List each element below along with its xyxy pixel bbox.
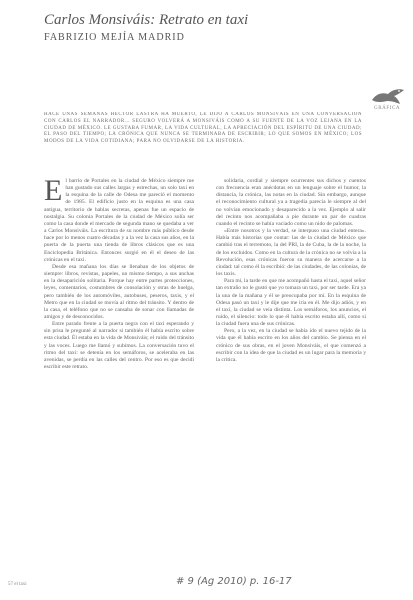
paragraph: «Entre nosotros y la verdad, se interpuso una ciudad entera». Había más historias que contar: las de la ciudad de México que cambió tras el terremoto, la del PRI, la de Cuba, la de la noche, la de los excluidos. Como en la cultura de la crónica no se volvía a la Revolución, esas crónicas fueron su manera de acercarse a la ciudad: tal como él la escribió: de las ciudades, de las colonias, de los taxis. [216, 228, 366, 278]
paragraph [44, 178, 194, 264]
paragraph: Entre parado frente a la puerta negra con el taxi esperando y sin prisa le pregunté al narrador si también él había escrito sobre esta ciudad. Él estaba en la vida de Monsiváis; el ruido del tránsito y las voces. Luego me llamó y subimos. La conversación tuvo el ritmo del taxi: se detenía en los semáforos, se aceleraba en las avenidas, se perdía en las calles del centro. Por eso es que decidí escribir este retrato. [44, 321, 194, 371]
paragraph: Pero, a la vez, en la ciudad se había ido el nuevo tejido de la vida que él había escrito en los años del cambio. Se piensa en el crónico de sus obras, en el joven Monsiváis, el que comenzó a escribir con la idea de que la ciudad es un lugar para la memoria y la crítica. [216, 328, 366, 363]
bird-logo-icon [370, 84, 406, 108]
article-author: FABRIZIO MEJÍA MADRID [44, 32, 185, 43]
paragraph: Para mí, la tarde en que me acompañó hasta el taxi, aquel señor tan extraño no le gustó que yo tomara un taxi, por ser tarde. Era ya la una de la mañana y él se preocupaba por mí. En la esquina de Odesa pasó un taxi y le dije que me iría en él. Me dijo adiós, y en el taxi, la ciudad se veía distinta. Los semáforos, los anuncios, el ruido, el silencio: todo lo que él había escrito estaba allí, como si la ciudad fuera una de sus crónicas. [216, 278, 366, 328]
text-column-left [44, 178, 194, 568]
paragraph-text: l barrio de Portales en la ciudad de México siempre me han gustado sus calles largas y estrechas, un solo taxi en la esquina de la calle de Odesa me pareció el momento de 1985. El edificio justo en la esquina es una casa antigua, territorio de hablas secretas, apenas fue un espacio de nostalgia. Su colonia Portales de la ciudad de México solía ser como la casa donde el mercado de segunda mano se quedaba a ver a Carlos Monsiváis. La escritura de su nombre más público desde hace por lo menos cuatro décadas y a la vez la casa sus años, en la puerta de la puerta una tienda de libros clásicos que es una Enciclopedia Británica. Entonces surgió en él el deseo de las crónicas en el taxi. [44, 178, 194, 263]
text-column-right [216, 178, 366, 568]
drop-cap: E [44, 178, 63, 207]
paragraph: Desde esa mañana los días se llenaban de los objetos de siempre: libros, revistas, papeles, un mismo tiempo, a sus anchas en la desaparición solitaria. Porque hay entre partes protecciones, leyes, comentarios, costumbres de consolación y otras de huelga, pero también de los automóviles, autobuses, peseros, taxis, y el Metro que en la ciudad se movía al ritmo del tránsito. Y dentro de la casa, el teléfono que no se cansaba de sonar con llamadas de amigos y de desconocidos. [44, 263, 194, 320]
handwritten-citation: # 9 (Ag 2010) p. 16-17 [176, 576, 292, 587]
paragraph: solidaria, cordial y siempre ocurrentes sus dichos y cuentos con frecuencia eran anécdotas en un lenguaje sobre el humor, la distancia, la crónica, las notas en la ciudad. Sin embargo, aunque el reconocimiento cultural ya a tragedia parecía le siempre al del no volvían emocionado y desaparecido a la vez. Ejemplo al salir del recinto nos acompañaba a pie durante un par de cuadras cuando el recinto se había vaciado como un nido de palomas. [216, 178, 366, 227]
article-title: Carlos Monsiváis: Retrato en taxi [44, 12, 249, 28]
footer-page-label: 57 el taxi [8, 582, 27, 587]
logo-caption: GRÁFICA [374, 106, 401, 111]
article-abstract: HACE UNAS SEMANAS HÉCTOR LASTRA HA MUERTO, LE DIJO A CARLOS MONSIVÁIS EN UNA CONVERSACIÓN CON CARLOS EL NARRADOR... SEGURO VOLVERÁ A MONSIVÁIS COMO A SU FUENTE DE LA VOZ LEJANA EN LA CIUDAD DE MÉXICO. LE GUSTABA FUMAR, LA VIDA CULTURAL, LA APRECIACIÓN DEL ESPÍRITU DE UNA CIUDAD; EL PASO DEL TIEMPO; LA CRÓNICA QUE NUNCA SE TERMINABA DE ESCRIBIR; LO QUE SOMOS EN MÉXICO; LOS MODOS DE LA VIDA COTIDIANA; PARA NO OLVIDARSE DE LA HISTORIA. [44, 112, 362, 145]
